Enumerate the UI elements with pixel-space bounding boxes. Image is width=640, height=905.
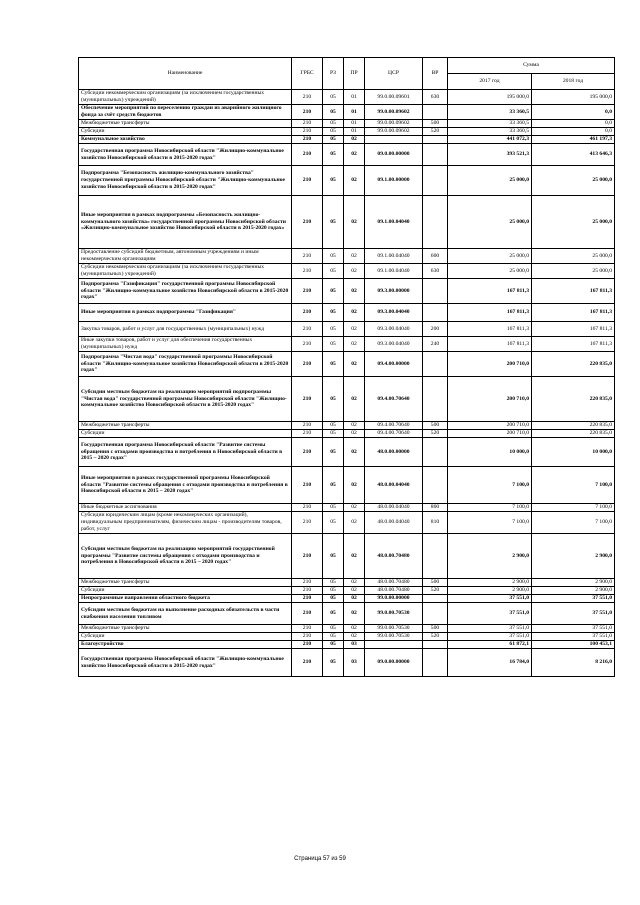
cell-s1: 37 551,0 bbox=[448, 625, 532, 633]
cell-vr bbox=[423, 534, 448, 579]
cell-pr: 02 bbox=[344, 422, 365, 430]
cell-vr: 520 bbox=[423, 430, 448, 438]
cell-pr: 02 bbox=[344, 467, 365, 504]
cell-rz: 05 bbox=[323, 504, 344, 512]
cell-s2: 10 000,0 bbox=[532, 438, 615, 467]
cell-s2: 37 551,0 bbox=[532, 603, 615, 625]
cell-csr: 99.0.00.70530 bbox=[365, 625, 423, 633]
cell-pr: 02 bbox=[344, 587, 365, 595]
table-row bbox=[79, 120, 615, 128]
cell-name: Государственная программа Новосибирской области "Жилищно-коммунальное хозяйство Новосибирской области в 2015-2020 годах" bbox=[79, 144, 292, 166]
table-row bbox=[79, 625, 615, 633]
cell-csr: 48.0.00.70480 bbox=[365, 579, 423, 587]
cell-csr: 09.4.00.70640 bbox=[365, 422, 423, 430]
cell-s2: 220 835,0 bbox=[532, 430, 615, 438]
cell-pr: 02 bbox=[344, 322, 365, 337]
cell-pr: 01 bbox=[344, 105, 365, 120]
cell-name: Субсидии bbox=[79, 128, 292, 136]
cell-vr: 800 bbox=[423, 504, 448, 512]
cell-grbs: 210 bbox=[292, 633, 323, 641]
header-name: Наименование bbox=[79, 58, 292, 90]
cell-rz: 05 bbox=[323, 512, 344, 534]
cell-csr: 09.0.00.00000 bbox=[365, 144, 423, 166]
cell-csr: 09.4.00.70640 bbox=[365, 430, 423, 438]
cell-rz: 05 bbox=[323, 595, 344, 603]
cell-s1: 167 811,3 bbox=[448, 337, 532, 352]
cell-grbs: 210 bbox=[292, 144, 323, 166]
cell-grbs: 210 bbox=[292, 512, 323, 534]
cell-csr bbox=[365, 641, 423, 649]
cell-vr bbox=[423, 352, 448, 377]
cell-s2: 167 811,3 bbox=[532, 304, 615, 322]
cell-rz: 05 bbox=[323, 438, 344, 467]
cell-grbs: 210 bbox=[292, 128, 323, 136]
table-row bbox=[79, 603, 615, 625]
cell-s2: 220 835,0 bbox=[532, 422, 615, 430]
cell-vr bbox=[423, 467, 448, 504]
cell-grbs: 210 bbox=[292, 579, 323, 587]
cell-name: Закупка товаров, работ и услуг для государственных (муниципальных) нужд bbox=[79, 322, 292, 337]
table-row bbox=[79, 136, 615, 144]
cell-s1: 33 360,5 bbox=[448, 128, 532, 136]
cell-s1: 37 551,0 bbox=[448, 595, 532, 603]
cell-csr: 09.3.00.04040 bbox=[365, 322, 423, 337]
cell-s2: 2 900,0 bbox=[532, 579, 615, 587]
cell-vr: 600 bbox=[423, 249, 448, 264]
cell-pr: 02 bbox=[344, 430, 365, 438]
cell-s2: 195 000,0 bbox=[532, 90, 615, 105]
cell-vr: 810 bbox=[423, 512, 448, 534]
cell-rz: 05 bbox=[323, 641, 344, 649]
cell-csr: 99.0.00.70530 bbox=[365, 603, 423, 625]
cell-pr: 01 bbox=[344, 128, 365, 136]
cell-rz: 05 bbox=[323, 279, 344, 304]
cell-name: Государственная программа Новосибирской области "Жилищно-коммунальное хозяйство Новосибирской области в 2015-2020 годах" bbox=[79, 649, 292, 677]
cell-s2: 25 000,0 bbox=[532, 166, 615, 196]
cell-pr: 02 bbox=[344, 249, 365, 264]
cell-rz: 05 bbox=[323, 264, 344, 279]
cell-pr: 02 bbox=[344, 264, 365, 279]
cell-csr: 09.3.00.04040 bbox=[365, 304, 423, 322]
cell-grbs: 210 bbox=[292, 438, 323, 467]
cell-name: Субсидии некоммерческим организациям (за исключением государственных (муниципальных) учреждений) bbox=[79, 264, 292, 279]
cell-name: Благоустройство bbox=[79, 641, 292, 649]
cell-rz: 05 bbox=[323, 144, 344, 166]
cell-rz: 05 bbox=[323, 587, 344, 595]
cell-rz: 05 bbox=[323, 534, 344, 579]
cell-name: Подпрограмма "Чистая вода" государственной программы Новосибирской области "Жилищно-коммунальное хозяйство Новосибирской области в 2015-2020 годах" bbox=[79, 352, 292, 377]
cell-name: Субсидии местным бюджетам на выполнение расходных обязательств в части снабжения населения топливом bbox=[79, 603, 292, 625]
cell-vr: 520 bbox=[423, 587, 448, 595]
cell-s2: 220 835,0 bbox=[532, 352, 615, 377]
cell-s1: 7 100,0 bbox=[448, 504, 532, 512]
cell-grbs: 210 bbox=[292, 625, 323, 633]
cell-grbs: 210 bbox=[292, 534, 323, 579]
cell-s2: 8 216,0 bbox=[532, 649, 615, 677]
cell-vr bbox=[423, 304, 448, 322]
cell-pr: 02 bbox=[344, 595, 365, 603]
table-row bbox=[79, 196, 615, 249]
cell-csr: 48.0.00.70480 bbox=[365, 587, 423, 595]
table-row bbox=[79, 377, 615, 422]
cell-csr: 48.0.00.04040 bbox=[365, 467, 423, 504]
cell-csr: 48.0.00.04040 bbox=[365, 512, 423, 534]
cell-csr: 09.4.00.70640 bbox=[365, 377, 423, 422]
cell-s1: 441 072,3 bbox=[448, 136, 532, 144]
cell-s1: 393 521,3 bbox=[448, 144, 532, 166]
table-row bbox=[79, 144, 615, 166]
cell-name: Субсидии местным бюджетам на реализацию мероприятий подпрограммы "Чистая вода" государственной программы Новосибирской области "Жилищно-коммунальное хозяйство Новосибирской области в 2015-2020 годах" bbox=[79, 377, 292, 422]
cell-s1: 200 710,0 bbox=[448, 377, 532, 422]
cell-vr: 500 bbox=[423, 120, 448, 128]
cell-name: Обеспечение мероприятий по переселению граждан из аварийного жилищного фонда за счёт средств бюджетов bbox=[79, 105, 292, 120]
cell-rz: 05 bbox=[323, 625, 344, 633]
cell-pr: 03 bbox=[344, 641, 365, 649]
cell-pr: 02 bbox=[344, 136, 365, 144]
cell-pr: 02 bbox=[344, 304, 365, 322]
cell-name: Государственная программа Новосибирской области "Развитие системы обращения с отходами производства и потребления в Новосибирской области в 2015 – 2020 годах" bbox=[79, 438, 292, 467]
table-row bbox=[79, 422, 615, 430]
cell-s1: 33 360,5 bbox=[448, 120, 532, 128]
cell-name: Субсидии bbox=[79, 430, 292, 438]
cell-s2: 25 000,0 bbox=[532, 264, 615, 279]
cell-grbs: 210 bbox=[292, 649, 323, 677]
cell-s1: 7 100,0 bbox=[448, 467, 532, 504]
table-row bbox=[79, 504, 615, 512]
cell-rz: 05 bbox=[323, 352, 344, 377]
cell-grbs: 210 bbox=[292, 467, 323, 504]
cell-pr: 01 bbox=[344, 120, 365, 128]
cell-grbs: 210 bbox=[292, 595, 323, 603]
cell-name: Субсидии местным бюджетам на реализацию мероприятий государственной программы "Развитие системы обращения с отходами производства и потребления в Новосибирской области в 2015 – 2020 годах" bbox=[79, 534, 292, 579]
cell-pr: 02 bbox=[344, 377, 365, 422]
cell-csr: 99.0.00.09602 bbox=[365, 128, 423, 136]
table-row bbox=[79, 595, 615, 603]
cell-s1: 10 000,0 bbox=[448, 438, 532, 467]
cell-pr: 02 bbox=[344, 166, 365, 196]
cell-s1: 16 784,0 bbox=[448, 649, 532, 677]
cell-name: Иные мероприятия в рамках подпрограммы "Газификация" bbox=[79, 304, 292, 322]
cell-vr: 520 bbox=[423, 633, 448, 641]
cell-name: Иные бюджетные ассигнования bbox=[79, 504, 292, 512]
cell-name: Непрограммные направления областного бюджета bbox=[79, 595, 292, 603]
cell-csr: 48.0.00.04040 bbox=[365, 504, 423, 512]
table-row bbox=[79, 587, 615, 595]
cell-rz: 05 bbox=[323, 422, 344, 430]
cell-s2: 461 197,3 bbox=[532, 136, 615, 144]
cell-grbs: 210 bbox=[292, 90, 323, 105]
header-vr: ВР bbox=[423, 58, 448, 90]
table-row bbox=[79, 534, 615, 579]
cell-s2: 413 646,3 bbox=[532, 144, 615, 166]
cell-vr bbox=[423, 649, 448, 677]
cell-rz: 05 bbox=[323, 304, 344, 322]
cell-vr bbox=[423, 595, 448, 603]
cell-vr bbox=[423, 105, 448, 120]
cell-vr bbox=[423, 196, 448, 249]
cell-name: Предоставление субсидий бюджетным, автономным учреждениям и иным некоммерческим организациям bbox=[79, 249, 292, 264]
cell-vr: 500 bbox=[423, 422, 448, 430]
cell-name: Межбюджетные трансферты bbox=[79, 422, 292, 430]
cell-rz: 05 bbox=[323, 90, 344, 105]
table-row bbox=[79, 90, 615, 105]
cell-grbs: 210 bbox=[292, 337, 323, 352]
cell-vr bbox=[423, 136, 448, 144]
cell-s1: 167 811,3 bbox=[448, 322, 532, 337]
header-csr: ЦСР bbox=[365, 58, 423, 90]
table-row bbox=[79, 641, 615, 649]
cell-rz: 05 bbox=[323, 467, 344, 504]
cell-s1: 61 872,1 bbox=[448, 641, 532, 649]
cell-pr: 02 bbox=[344, 633, 365, 641]
cell-vr: 500 bbox=[423, 625, 448, 633]
cell-s1: 2 900,0 bbox=[448, 587, 532, 595]
cell-pr: 02 bbox=[344, 438, 365, 467]
cell-s2: 7 100,0 bbox=[532, 504, 615, 512]
page-number: Страница 57 из 59 bbox=[294, 856, 346, 862]
cell-rz: 05 bbox=[323, 649, 344, 677]
cell-csr: 99.0.00.00000 bbox=[365, 595, 423, 603]
cell-s2: 37 551,0 bbox=[532, 633, 615, 641]
cell-s2: 167 811,3 bbox=[532, 322, 615, 337]
cell-s2: 37 551,0 bbox=[532, 595, 615, 603]
cell-grbs: 210 bbox=[292, 641, 323, 649]
cell-s2: 37 551,0 bbox=[532, 625, 615, 633]
cell-rz: 05 bbox=[323, 603, 344, 625]
table-row bbox=[79, 430, 615, 438]
cell-vr: 630 bbox=[423, 264, 448, 279]
cell-s1: 200 710,0 bbox=[448, 430, 532, 438]
cell-rz: 05 bbox=[323, 337, 344, 352]
table-row bbox=[79, 279, 615, 304]
header-year-2018: 2018 год bbox=[532, 74, 615, 90]
cell-grbs: 210 bbox=[292, 322, 323, 337]
table-row bbox=[79, 467, 615, 504]
cell-s2: 2 900,0 bbox=[532, 534, 615, 579]
table-row bbox=[79, 322, 615, 337]
cell-csr: 09.0.00.00000 bbox=[365, 649, 423, 677]
cell-s2: 167 811,3 bbox=[532, 337, 615, 352]
cell-vr bbox=[423, 166, 448, 196]
cell-pr: 02 bbox=[344, 196, 365, 249]
table-row bbox=[79, 128, 615, 136]
table-row bbox=[79, 249, 615, 264]
cell-rz: 05 bbox=[323, 249, 344, 264]
cell-rz: 05 bbox=[323, 430, 344, 438]
cell-csr: 99.0.00.09602 bbox=[365, 105, 423, 120]
cell-vr: 500 bbox=[423, 579, 448, 587]
cell-csr: 09.1.00.04040 bbox=[365, 264, 423, 279]
cell-rz: 05 bbox=[323, 136, 344, 144]
cell-name: Субсидии bbox=[79, 587, 292, 595]
cell-s2: 7 100,0 bbox=[532, 467, 615, 504]
cell-name: Подпрограмма "Безопасность жилищно-коммунального хозяйства" государственной программы Новосибирской области "Жилищно-коммунальное хозяйство Новосибирской области в 2015-2020 годах" bbox=[79, 166, 292, 196]
cell-s1: 200 710,0 bbox=[448, 352, 532, 377]
cell-pr: 02 bbox=[344, 337, 365, 352]
table-row bbox=[79, 337, 615, 352]
cell-s2: 7 100,0 bbox=[532, 512, 615, 534]
cell-pr: 02 bbox=[344, 352, 365, 377]
cell-vr bbox=[423, 438, 448, 467]
table-row bbox=[79, 649, 615, 677]
cell-grbs: 210 bbox=[292, 504, 323, 512]
cell-csr: 48.0.00.70480 bbox=[365, 534, 423, 579]
cell-name: Подпрограмма "Газификация" государственной программы Новосибирской области "Жилищно-коммунальное хозяйство Новосибирской области в 2015-2020 годах" bbox=[79, 279, 292, 304]
cell-rz: 05 bbox=[323, 579, 344, 587]
cell-name: Иные закупки товаров, работ и услуг для обеспечения государственных (муниципальных) нужд bbox=[79, 337, 292, 352]
cell-rz: 05 bbox=[323, 633, 344, 641]
cell-s1: 25 000,0 bbox=[448, 264, 532, 279]
header-pr: ПР bbox=[344, 58, 365, 90]
cell-csr: 99.0.00.70530 bbox=[365, 633, 423, 641]
table-row bbox=[79, 579, 615, 587]
table-row bbox=[79, 166, 615, 196]
table-row bbox=[79, 352, 615, 377]
cell-s1: 167 811,3 bbox=[448, 279, 532, 304]
cell-grbs: 210 bbox=[292, 377, 323, 422]
cell-vr: 240 bbox=[423, 337, 448, 352]
cell-grbs: 210 bbox=[292, 136, 323, 144]
cell-grbs: 210 bbox=[292, 196, 323, 249]
cell-rz: 05 bbox=[323, 196, 344, 249]
cell-rz: 05 bbox=[323, 322, 344, 337]
cell-s2: 0,0 bbox=[532, 128, 615, 136]
cell-name: Субсидии bbox=[79, 633, 292, 641]
cell-rz: 05 bbox=[323, 128, 344, 136]
cell-s1: 25 000,0 bbox=[448, 196, 532, 249]
cell-vr bbox=[423, 144, 448, 166]
cell-s1: 195 000,0 bbox=[448, 90, 532, 105]
table-row bbox=[79, 304, 615, 322]
cell-grbs: 210 bbox=[292, 249, 323, 264]
cell-s1: 37 551,0 bbox=[448, 603, 532, 625]
cell-name: Коммунальное хозяйство bbox=[79, 136, 292, 144]
budget-table bbox=[78, 57, 615, 677]
cell-pr: 02 bbox=[344, 144, 365, 166]
header-sum: Сумма bbox=[448, 58, 615, 74]
cell-s2: 220 835,0 bbox=[532, 377, 615, 422]
cell-vr: 200 bbox=[423, 322, 448, 337]
cell-s2: 0,0 bbox=[532, 120, 615, 128]
cell-s2: 167 811,3 bbox=[532, 279, 615, 304]
cell-csr: 09.1.00.04040 bbox=[365, 196, 423, 249]
cell-grbs: 210 bbox=[292, 105, 323, 120]
cell-pr: 02 bbox=[344, 625, 365, 633]
cell-s1: 25 000,0 bbox=[448, 166, 532, 196]
cell-s1: 167 811,3 bbox=[448, 304, 532, 322]
cell-name: Иные мероприятия в рамках подпрограммы «Безопасность жилищно-коммунального хозяйства» государственной программы Новосибирской области «Жилищно-коммунальное хозяйство Новосибирской области в 2015-2020 годах» bbox=[79, 196, 292, 249]
cell-csr bbox=[365, 136, 423, 144]
cell-csr: 99.0.00.09602 bbox=[365, 120, 423, 128]
cell-pr: 01 bbox=[344, 90, 365, 105]
cell-csr: 09.1.00.00000 bbox=[365, 166, 423, 196]
table-row bbox=[79, 438, 615, 467]
cell-s2: 25 000,0 bbox=[532, 196, 615, 249]
cell-grbs: 210 bbox=[292, 264, 323, 279]
cell-s2: 100 453,1 bbox=[532, 641, 615, 649]
cell-s2: 25 000,0 bbox=[532, 249, 615, 264]
header-year-2017: 2017 год bbox=[448, 74, 532, 90]
cell-pr: 03 bbox=[344, 649, 365, 677]
table-row bbox=[79, 264, 615, 279]
cell-rz: 05 bbox=[323, 377, 344, 422]
cell-csr: 09.3.00.04040 bbox=[365, 337, 423, 352]
cell-s2: 2 900,0 bbox=[532, 587, 615, 595]
cell-s2: 0,0 bbox=[532, 105, 615, 120]
cell-name: Межбюджетные трансферты bbox=[79, 579, 292, 587]
header-rz: РЗ bbox=[323, 58, 344, 90]
cell-name: Межбюджетные трансферты bbox=[79, 120, 292, 128]
cell-vr bbox=[423, 603, 448, 625]
cell-s1: 37 551,0 bbox=[448, 633, 532, 641]
cell-vr: 630 bbox=[423, 90, 448, 105]
cell-s1: 33 360,5 bbox=[448, 105, 532, 120]
cell-grbs: 210 bbox=[292, 120, 323, 128]
cell-csr: 09.1.00.04040 bbox=[365, 249, 423, 264]
table-row bbox=[79, 512, 615, 534]
cell-vr bbox=[423, 279, 448, 304]
cell-grbs: 210 bbox=[292, 166, 323, 196]
cell-vr bbox=[423, 377, 448, 422]
table-row bbox=[79, 105, 615, 120]
header-grbs: ГРБС bbox=[292, 58, 323, 90]
cell-pr: 02 bbox=[344, 579, 365, 587]
cell-vr: 520 bbox=[423, 128, 448, 136]
cell-s1: 7 100,0 bbox=[448, 512, 532, 534]
table-row bbox=[79, 633, 615, 641]
cell-pr: 02 bbox=[344, 603, 365, 625]
cell-csr: 48.0.00.00000 bbox=[365, 438, 423, 467]
cell-grbs: 210 bbox=[292, 603, 323, 625]
cell-s1: 2 900,0 bbox=[448, 579, 532, 587]
cell-pr: 02 bbox=[344, 504, 365, 512]
cell-rz: 05 bbox=[323, 120, 344, 128]
cell-rz: 05 bbox=[323, 105, 344, 120]
cell-s1: 2 900,0 bbox=[448, 534, 532, 579]
cell-vr bbox=[423, 641, 448, 649]
cell-grbs: 210 bbox=[292, 279, 323, 304]
cell-pr: 02 bbox=[344, 279, 365, 304]
cell-csr: 09.3.00.00000 bbox=[365, 279, 423, 304]
cell-name: Иные мероприятия в рамках государственной программы Новосибирской области "Развитие системы обращения с отходами производства и потребления в Новосибирской области в 2015 – 2020 годах" bbox=[79, 467, 292, 504]
cell-s1: 200 710,0 bbox=[448, 422, 532, 430]
cell-s1: 25 000,0 bbox=[448, 249, 532, 264]
cell-grbs: 210 bbox=[292, 352, 323, 377]
cell-name: Субсидии юридическим лицам (кроме некоммерческих организаций), индивидуальным предпринимателям, физическим лицам - производителям товаров, работ, услуг bbox=[79, 512, 292, 534]
cell-name: Субсидии некоммерческим организациям (за исключением государственных (муниципальных) учреждений) bbox=[79, 90, 292, 105]
cell-name: Межбюджетные трансферты bbox=[79, 625, 292, 633]
cell-csr: 09.4.00.00000 bbox=[365, 352, 423, 377]
cell-pr: 02 bbox=[344, 512, 365, 534]
cell-csr: 99.0.00.09601 bbox=[365, 90, 423, 105]
cell-rz: 05 bbox=[323, 166, 344, 196]
cell-grbs: 210 bbox=[292, 304, 323, 322]
header-row bbox=[79, 58, 615, 74]
cell-grbs: 210 bbox=[292, 587, 323, 595]
cell-grbs: 210 bbox=[292, 430, 323, 438]
cell-pr: 02 bbox=[344, 534, 365, 579]
cell-grbs: 210 bbox=[292, 422, 323, 430]
